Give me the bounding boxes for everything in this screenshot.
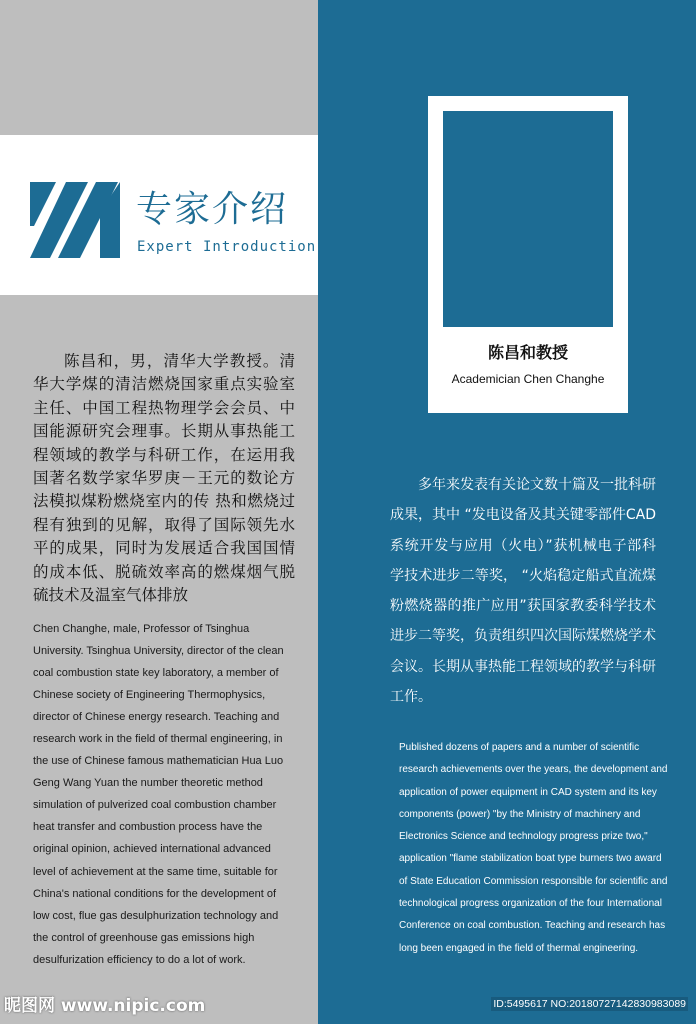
biography-chinese: 陈昌和，男，清华大学教授。清华大学煤的清洁燃烧国家重点实验室主任、中国工程热物理学会会员、中国能源研究会理事。长期从事热能工程领域的教学与科研工作，在运用我国著名数学家华罗庚－王元的数论方法模拟煤粉燃烧室内的传 热和燃烧过程有独到的见解，取得了国际领先水平的成果，同时为发展适合我国国情的成本低、脱硫效率高的燃煤烟气脱硫技术及温室气体排放 [33, 352, 295, 605]
title-banner [0, 135, 318, 295]
site-watermark: 昵图网 www.nipic.com [4, 996, 206, 1016]
page-title: 专家介绍 [136, 189, 289, 230]
image-id-label: ID:5495617 NO:20180727142830983089 [493, 998, 686, 1010]
profile-name-chinese: 陈昌和教授 [487, 343, 568, 362]
profile-photo-card [428, 96, 628, 413]
portrait-photo [443, 111, 613, 327]
profile-name-english: Academician Chen Changhe [451, 372, 605, 386]
achievements-english: Published dozens of papers and a number of scientific research achievements over the years, the development and application of power equipment in CAD system and its key components (power) "by the Ministry of machinery and Electronics Science and technology progress prize two," application "flame stabilization boat type burners two award of State Education Commission responsible for scientific and technological progress organization of the four International Conference on coal combustion. Teaching and research has long been engaged in the field of thermal engineering. [399, 742, 668, 954]
slash-stripes-logo-icon [30, 182, 120, 258]
page-subtitle: Expert Introduction [137, 239, 317, 255]
biography-english: Chen Changhe, male, Professor of Tsinghua University. Tsinghua University, director of the clean coal combustion state key laboratory, a member of Chinese society of Engineering Thermophysics, director of Chinese energy research. Teaching and research work in the field of thermal engineering, in the use of Chinese famous mathematician Hua Luo Geng Wang Yuan the number theoretic method simulation of pulverized coal combustion chamber heat transfer and combustion process have the original opinion, achieved international advanced level of achievement at the same time, suitable for China's national conditions for the development of low cost, flue gas desulphurization technology and the control of greenhouse gas emissions high desulfurization efficiency to do a lot of work. [33, 623, 284, 966]
achievements-chinese: 多年来发表有关论文数十篇及一批科研成果，其中 “发电设备及其关键零部件CAD系统开发与应用（火电）”获机械电子部科学技术进步二等奖， “火焰稳定船式直流煤粉燃烧器的推广应用”获国家教委科学技术进步二等奖，负责组织四次国际煤燃烧学术会议。长期从事热能工程领域的教学与科研工作。 [390, 477, 656, 706]
